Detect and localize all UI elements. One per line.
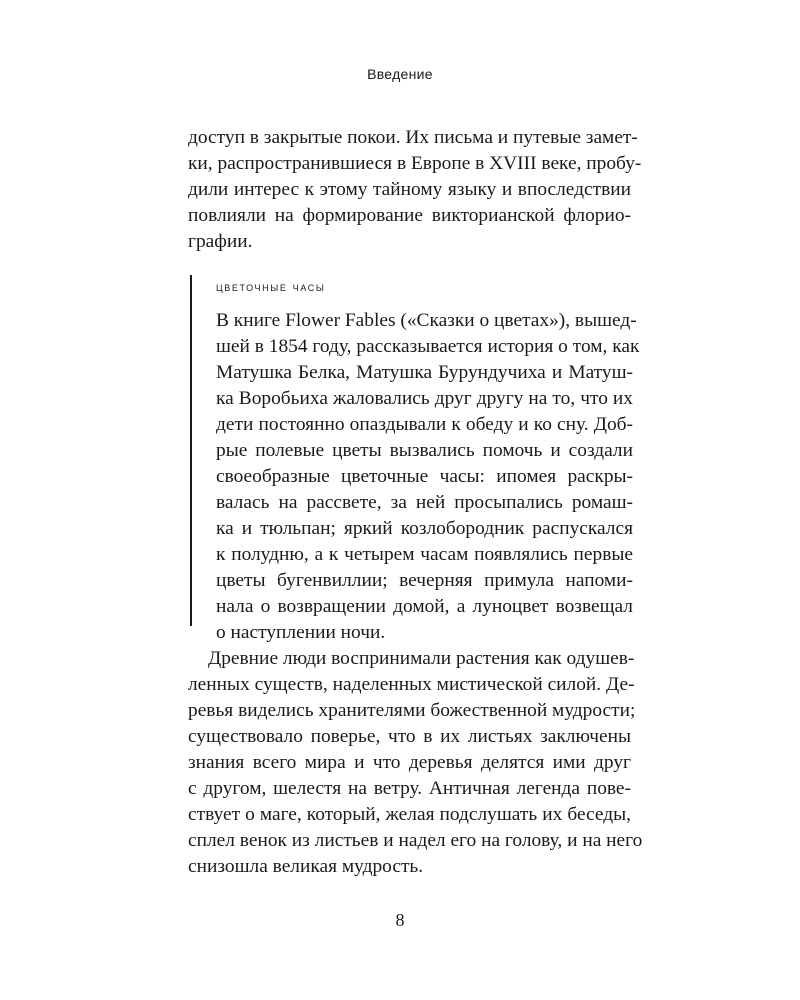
sidebar-box: [190, 275, 640, 643]
text-line: снизошла великая мудрость.: [188, 856, 424, 877]
text-line: ленных существ, наделенных мистической силой. Де-: [188, 674, 635, 695]
text-line: знания всего мира и что деревья делятся ими друг: [188, 752, 631, 773]
text-line: сплел венок из листьев и надел его на голову, и на него: [188, 830, 643, 851]
text-line: повлияли на формирование викторианской флорио-: [188, 205, 631, 226]
text-line: о наступлении ночи.: [216, 622, 386, 643]
text-line: с другом, шелестя на ветру. Античная легенда пове-: [188, 778, 631, 799]
text-line: существовало поверье, что в их листьях заключены: [188, 726, 631, 747]
text-line: графии.: [188, 231, 253, 252]
text-line: ка и тюльпан; яркий козлобородник распускался: [216, 518, 633, 539]
text-line: рые полевые цветы вызвались помочь и создали: [216, 440, 633, 461]
text-line: нала о возвращении домой, а луноцвет возвещал: [216, 596, 633, 617]
text-line: валась на рассвете, за ней просыпались ромаш-: [216, 492, 633, 513]
text-line: цветы бугенвиллии; вечерняя примула напоми-: [216, 570, 633, 591]
text-line: своеобразные цветочные часы: ипомея раскры-: [216, 466, 633, 487]
text-line: доступ в закрытые покои. Их письма и путевые замет-: [188, 127, 638, 148]
text-line: ревья виделись хранителями божественной мудрости;: [188, 700, 636, 721]
text-line: Матушка Белка, Матушка Бурундучиха и Матуш-: [216, 362, 633, 383]
page-number: 8: [395, 910, 405, 930]
text-line: ствует о маге, который, желая подслушать их беседы,: [188, 804, 631, 825]
running-head: Введение: [367, 66, 433, 82]
text-line: дети постоянно опаздывали к обеду и ко сну. Доб-: [216, 414, 633, 435]
text-line: ки, распространившиеся в Европе в XVIII веке, пробу-: [188, 153, 642, 174]
text-line: шей в 1854 году, рассказывается история о том, как: [216, 336, 640, 357]
text-line: В книге Flower Fables («Сказки о цветах»), вышед-: [216, 310, 637, 331]
paragraph-intro: [188, 125, 642, 255]
sidebar-title: цветочные часы: [216, 279, 326, 294]
text-line: ка Воробьиха жаловались друг другу на то, что их: [216, 388, 633, 409]
text-line: дили интерес к этому тайному языку и впоследствии: [188, 179, 631, 200]
text-line: Древние люди воспринимали растения как одушев-: [208, 648, 635, 669]
paragraph-ancient: [188, 646, 643, 880]
sidebar-body: [216, 308, 640, 646]
text-line: к полудню, а к четырем часам появлялись первые: [216, 544, 633, 565]
